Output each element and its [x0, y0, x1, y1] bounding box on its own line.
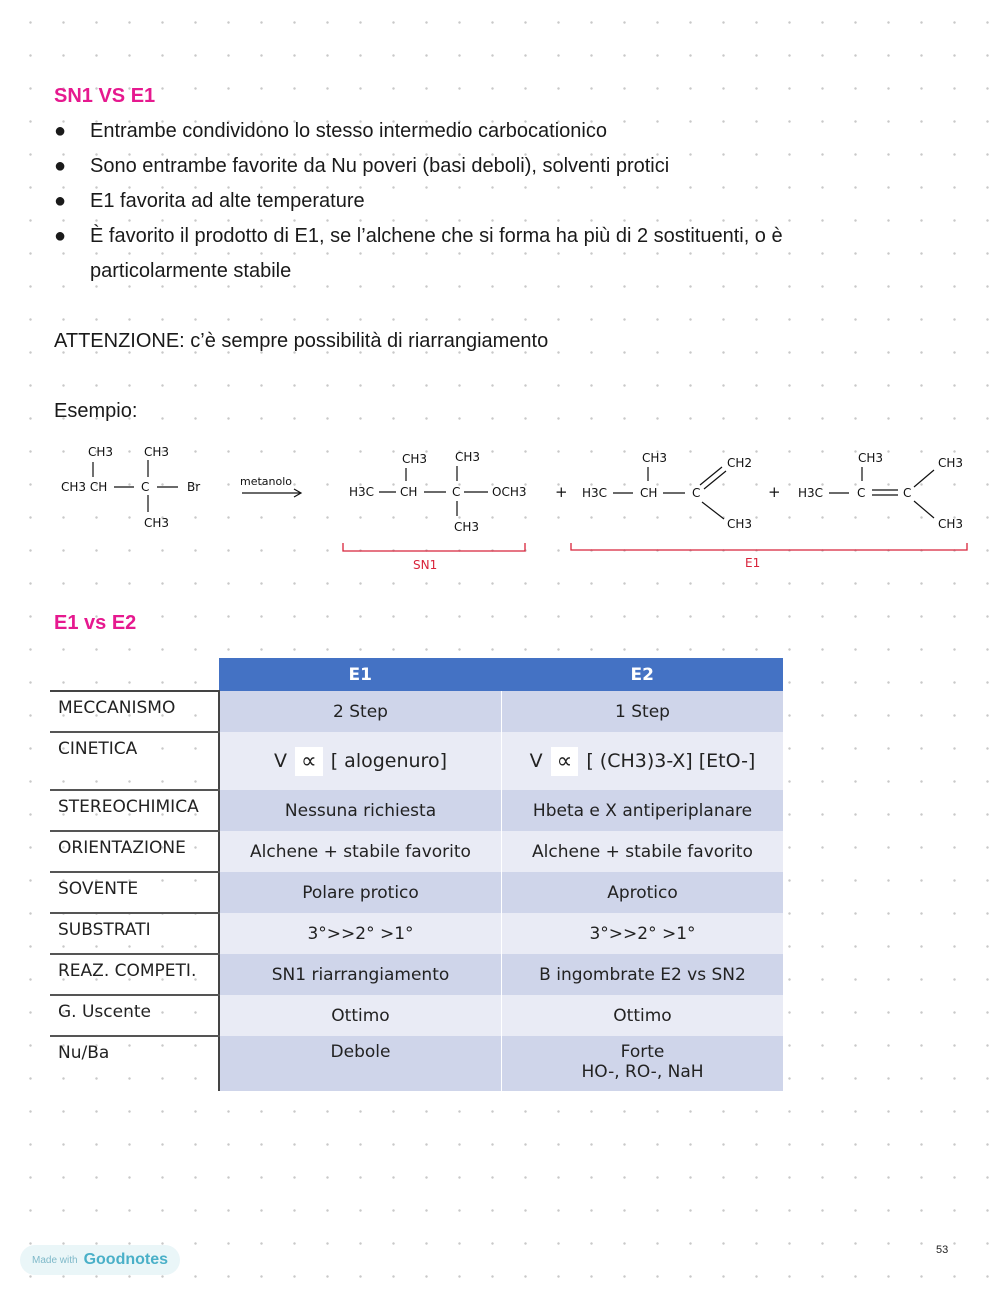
- kinetics-v: V: [529, 750, 543, 772]
- row-label: SOVENTE: [50, 872, 219, 913]
- row-label: REAZ. COMPETI.: [50, 954, 219, 995]
- page-number: 53: [936, 1244, 949, 1256]
- product-e1a-label: C: [692, 486, 701, 500]
- product-e1b-label: H3C: [798, 486, 824, 500]
- table-row: [50, 790, 783, 831]
- cell-e2: Alchene + stabile favorito: [502, 831, 784, 872]
- arrow-label: metanolo: [240, 475, 293, 488]
- comparison-table: [50, 658, 783, 1091]
- reaction-scheme: [0, 435, 1000, 580]
- reactant-label: Br: [187, 480, 201, 494]
- row-label: SUBSTRATI: [50, 913, 219, 954]
- bullet-text: Sono entrambe favorite da Nu poveri (basi deboli), solventi protici: [90, 155, 670, 177]
- table-header-e1: E1: [219, 658, 502, 691]
- product-e1b-label: CH3: [938, 517, 964, 531]
- bullet-text: Entrambe condividono lo stesso intermedio carbocationico: [90, 120, 607, 142]
- product-e1b-label: CH3: [938, 456, 964, 470]
- bond-line: [702, 502, 724, 519]
- plus-sign: +: [555, 483, 568, 501]
- product-sn1-label: CH: [400, 485, 418, 499]
- cell-e1: 3°>>2° >1°: [219, 913, 502, 954]
- product-sn1-label: H3C: [349, 485, 375, 499]
- product-sn1-label: CH3: [402, 452, 428, 466]
- product-sn1-label: CH3: [455, 450, 481, 464]
- table-row: [50, 1036, 783, 1091]
- product-e1a-label: CH3: [727, 517, 753, 531]
- kinetics-expression: [274, 747, 447, 776]
- reactant-label: CH3 CH: [61, 480, 108, 494]
- cell-e2: Aprotico: [502, 872, 784, 913]
- product-sn1-label: C: [452, 485, 461, 499]
- cell-e2-line: Forte: [620, 1042, 665, 1062]
- bullet-dot: ●: [54, 190, 67, 212]
- cell-e2: Ottimo: [502, 995, 784, 1036]
- cell-e2: B ingombrate E2 vs SN2: [502, 954, 784, 995]
- row-label: ORIENTAZIONE: [50, 831, 219, 872]
- cell-e1: Nessuna richiesta: [219, 790, 502, 831]
- bond-line: [914, 501, 934, 518]
- table-row: [50, 831, 783, 872]
- proportional-symbol: ∝: [551, 747, 579, 776]
- cell-e2: 1 Step: [502, 691, 784, 732]
- product-e1b-label: C: [857, 486, 866, 500]
- product-e1a-label: H3C: [582, 486, 608, 500]
- bullet-dot: ●: [54, 155, 67, 177]
- kinetics-term: [ (CH3)3-X] [EtO-]: [586, 750, 756, 772]
- double-bond: [700, 467, 722, 485]
- section-heading-sn1-vs-e1: SN1 VS E1: [54, 85, 156, 107]
- cell-e1: Alchene + stabile favorito: [219, 831, 502, 872]
- cell-e1: 2 Step: [219, 691, 502, 732]
- cell-e2: [502, 732, 784, 790]
- goodnotes-logo: Goodnotes: [83, 1251, 169, 1268]
- reactant-label: CH3: [88, 445, 114, 459]
- row-label: G. Uscente: [50, 995, 219, 1036]
- table-header-e2: E2: [502, 658, 784, 691]
- reactant-label: CH3: [144, 516, 170, 530]
- bracket-e1: [571, 543, 967, 550]
- cell-e2: Hbeta e X antiperiplanare: [502, 790, 784, 831]
- table-row: [50, 872, 783, 913]
- bracket-label-e1: E1: [745, 556, 761, 570]
- bond-line: [914, 470, 934, 487]
- product-e1a-label: CH3: [642, 451, 668, 465]
- product-sn1-label: OCH3: [492, 485, 527, 499]
- plus-sign: +: [768, 483, 781, 501]
- product-e1b-label: C: [903, 486, 912, 500]
- section-heading-e1-vs-e2: E1 vs E2: [54, 612, 137, 634]
- product-e1a-label: CH2: [727, 456, 753, 470]
- bracket-label-sn1: SN1: [413, 558, 438, 572]
- kinetics-expression: [530, 747, 756, 776]
- attention-note: ATTENZIONE: c’è sempre possibilità di riarrangiamento: [54, 330, 549, 352]
- cell-e2-line: HO-, RO-, NaH: [581, 1062, 704, 1082]
- row-label: MECCANISMO: [50, 691, 219, 732]
- cell-e1: SN1 riarrangiamento: [219, 954, 502, 995]
- table-header-empty: [50, 658, 219, 691]
- cell-e1: Ottimo: [219, 995, 502, 1036]
- row-label: Nu/Ba: [50, 1036, 219, 1091]
- made-with-goodnotes-badge[interactable]: [20, 1245, 180, 1275]
- product-sn1-label: CH3: [454, 520, 480, 534]
- kinetics-v: V: [274, 750, 287, 772]
- cell-e2: 3°>>2° >1°: [502, 913, 784, 954]
- cell-e1: Polare protico: [219, 872, 502, 913]
- row-label: CINETICA: [50, 732, 219, 790]
- cell-e2: [502, 1036, 784, 1091]
- proportional-symbol: ∝: [295, 747, 323, 776]
- double-bond: [704, 471, 726, 489]
- reactant-label: CH3: [144, 445, 170, 459]
- cell-e1: [219, 732, 502, 790]
- bullet-text: E1 favorita ad alte temperature: [90, 190, 365, 212]
- bullet-text: È favorito il prodotto di E1, se l’alchene che si forma ha più di 2 sostituenti, o è particolarmente stabile: [90, 225, 783, 282]
- product-e1b-label: CH3: [858, 451, 884, 465]
- table-row: [50, 995, 783, 1036]
- table-row: [50, 954, 783, 995]
- table-row: [50, 913, 783, 954]
- bullet-dot: ●: [54, 225, 67, 247]
- product-e1a-label: CH: [640, 486, 658, 500]
- table-row: [50, 732, 783, 790]
- row-label: STEREOCHIMICA: [50, 790, 219, 831]
- made-with-text: Made with: [32, 1254, 78, 1266]
- cell-e1: Debole: [219, 1036, 502, 1091]
- table-row: [50, 691, 783, 732]
- reactant-label: C: [141, 480, 150, 494]
- bullet-dot: ●: [54, 120, 67, 142]
- bracket-sn1: [343, 543, 525, 551]
- kinetics-term: [ alogenuro]: [330, 750, 447, 772]
- example-label: Esempio:: [54, 400, 138, 422]
